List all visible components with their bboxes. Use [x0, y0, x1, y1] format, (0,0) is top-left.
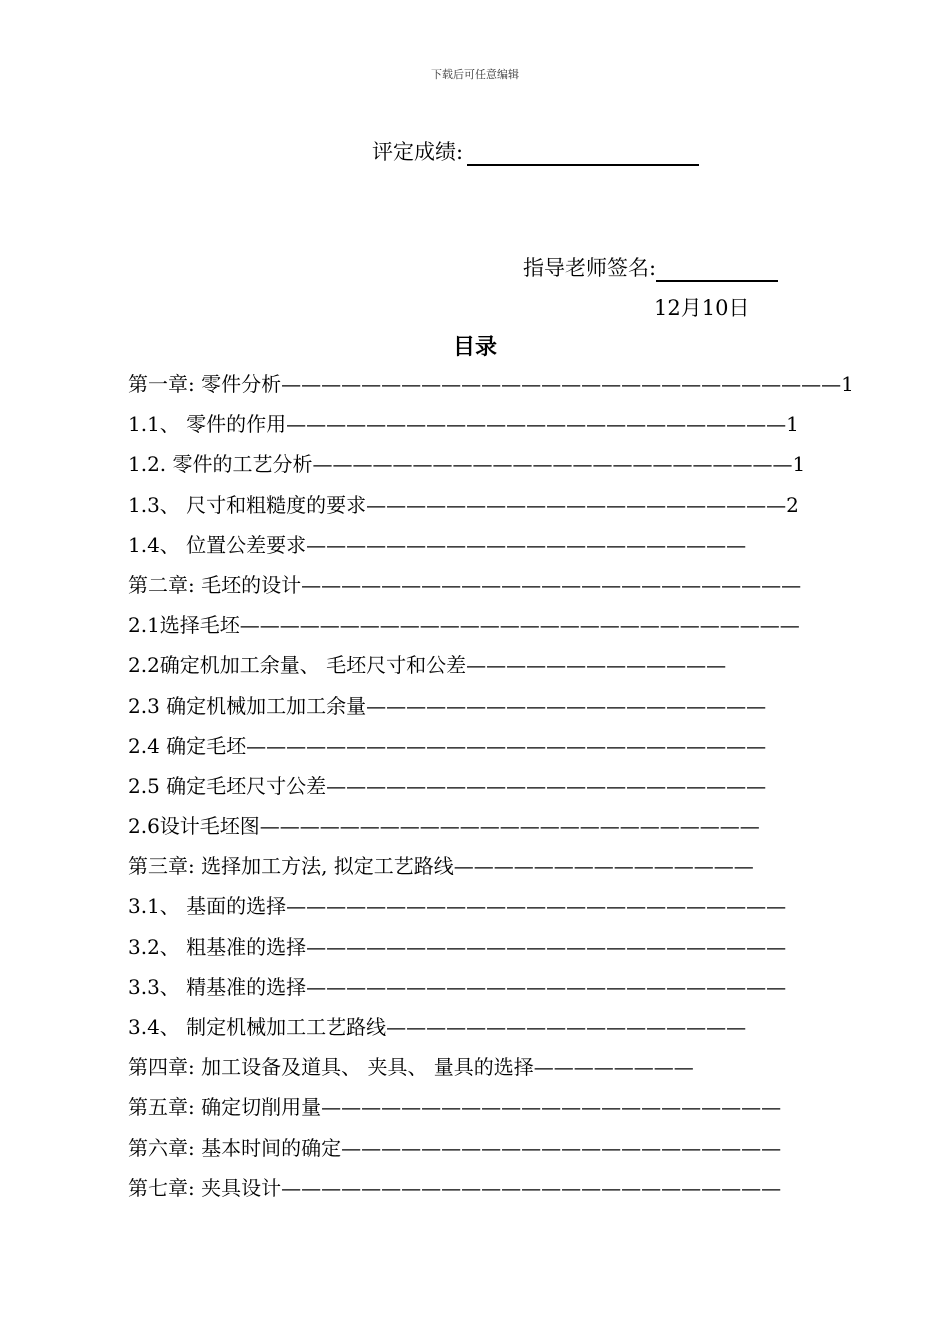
- toc-entry: 2.2确定机加工余量、 毛坯尺寸和公差—————————————: [128, 653, 727, 678]
- date: 12月10日: [654, 296, 750, 320]
- toc-entry: 第六章: 基本时间的确定——————————————————————: [128, 1135, 782, 1160]
- signature-blank-line: [656, 260, 778, 282]
- toc-title: 目录: [452, 335, 497, 360]
- toc-entry: 1.3、 尺寸和粗糙度的要求—————————————————————2: [128, 492, 799, 517]
- grade-row: [372, 136, 699, 166]
- header-note: 下载后可任意编辑: [431, 68, 519, 81]
- toc-entry: 1.2. 零件的工艺分析————————————————————————1: [128, 452, 806, 477]
- toc-entry: 第一章: 零件分析————————————————————————————1: [128, 372, 854, 396]
- toc-entry: 2.5 确定毛坯尺寸公差——————————————————————: [128, 773, 767, 798]
- toc-entry: 3.3、 精基准的选择————————————————————————: [128, 974, 787, 999]
- toc-entry: 2.6设计毛坯图—————————————————————————: [128, 814, 760, 839]
- toc-entry: 2.1选择毛坯————————————————————————————: [128, 613, 800, 638]
- toc-entry: 3.2、 粗基准的选择————————————————————————: [128, 934, 787, 959]
- signature-row: [523, 252, 778, 282]
- toc-entry: 2.3 确定机械加工加工余量————————————————————: [128, 693, 767, 718]
- signature-label: 指导老师签名:: [523, 256, 657, 280]
- toc-entry: 2.4 确定毛坯——————————————————————————: [128, 733, 767, 758]
- toc-entry: 3.4、 制定机械加工工艺路线——————————————————: [128, 1015, 747, 1039]
- toc-entry: 1.4、 位置公差要求——————————————————————: [128, 532, 747, 557]
- toc-entry: 第四章: 加工设备及道具、 夹具、 量具的选择————————: [128, 1055, 694, 1080]
- grade-blank-line: [467, 144, 699, 166]
- toc-entry: 3.1、 基面的选择—————————————————————————: [128, 894, 787, 919]
- toc-entry: 第七章: 夹具设计—————————————————————————: [128, 1175, 782, 1200]
- grade-label: 评定成绩:: [372, 140, 464, 164]
- toc-entry: 1.1、 零件的作用—————————————————————————1: [128, 412, 799, 437]
- toc-entry: 第三章: 选择加工方法, 拟定工艺路线———————————————: [128, 854, 754, 879]
- toc-entry: 第五章: 确定切削用量———————————————————————: [128, 1095, 782, 1120]
- toc-entry: 第二章: 毛坯的设计—————————————————————————: [128, 572, 802, 597]
- table-of-contents: [128, 369, 854, 1213]
